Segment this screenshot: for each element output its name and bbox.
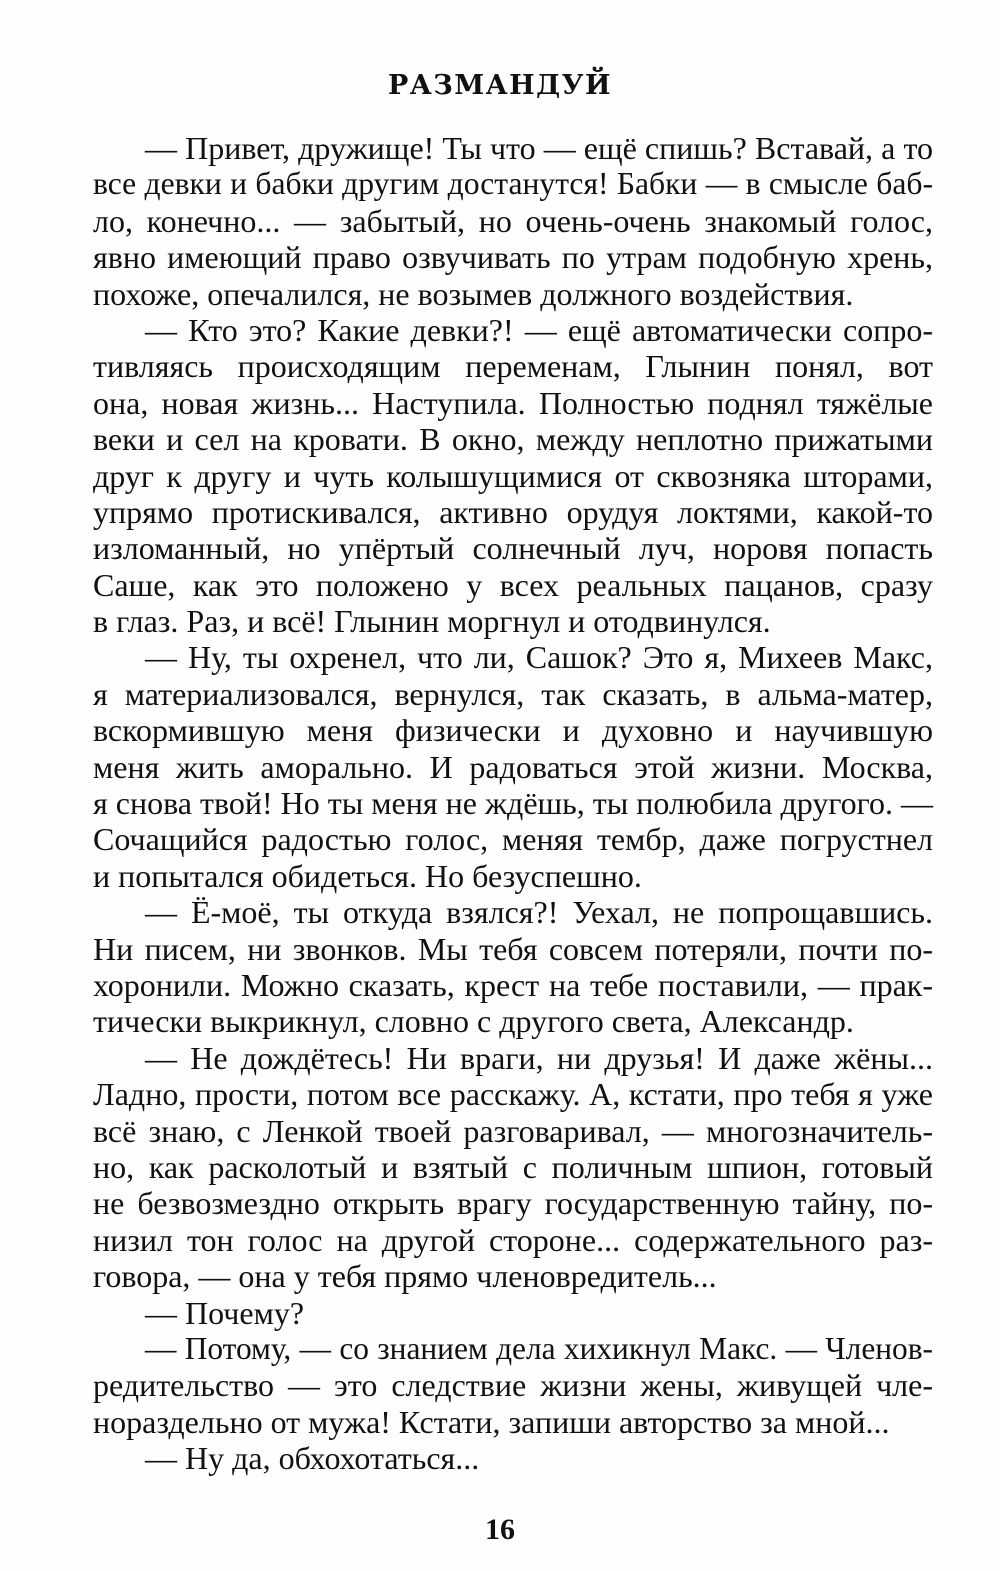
text-line: все девки и бабки другим достанутся! Бабки — в смысле баб- xyxy=(93,166,933,202)
text-line: — Кто это? Какие девки?! — ещё автоматически сопро- xyxy=(145,311,933,348)
text-line: но, как расколотый и взятый с поличным шпион, готовый xyxy=(93,1148,933,1185)
text-line: друг к другу и чуть колышущимися от сквозняка шторами, xyxy=(93,457,933,494)
text-line: я снова твой! Но ты меня не ждёшь, ты полюбила другого. — xyxy=(93,785,933,822)
text-line: — Ё-моё, ты откуда взялся?! Уехал, не попрощавшись. xyxy=(145,894,933,931)
text-line: нораздельно от мужа! Кстати, запиши авторство за мной... xyxy=(93,1403,890,1440)
text-line: — Ну да, обхохотаться... xyxy=(145,1440,480,1477)
text-line: хоронили. Можно сказать, крест на тебе поставили, — прак- xyxy=(93,966,933,1003)
page-number: 16 xyxy=(485,1513,515,1546)
text-line: редительство — это следствие жизни жены, живущей чле- xyxy=(93,1367,933,1404)
text-line: — Ну, ты охренел, что ли, Сашок? Это я, Михеев Макс, xyxy=(145,639,933,676)
text-line: — Почему? xyxy=(145,1294,305,1331)
text-line: Сочащийся радостью голос, меняя тембр, даже погрустнел xyxy=(93,821,933,858)
text-line: похоже, опечалился, не возымев должного воздействия. xyxy=(93,275,854,312)
text-line: — Не дождётесь! Ни враги, ни друзья! И даже жёны... xyxy=(145,1039,933,1076)
text-line: я материализовался, вернулся, так сказать, в альма-матер, xyxy=(93,675,933,712)
text-line: явно имеющий право озвучивать по утрам подобную хрень, xyxy=(93,239,933,276)
text-line: всё знаю, с Ленкой твоей разговаривал, — многозначитель- xyxy=(93,1112,933,1149)
text-line: Ни писем, ни звонков. Мы тебя совсем потеряли, почти по- xyxy=(93,930,933,967)
text-line: веки и сел на кровати. В окно, между неплотно прижатыми xyxy=(93,421,933,458)
text-line: низил тон голос на другой стороне... содержательного раз- xyxy=(93,1221,933,1258)
text-line: меня жить аморально. И радоваться этой жизни. Москва, xyxy=(93,748,933,785)
text-line: говора, — она у тебя прямо членовредитель... xyxy=(93,1258,717,1295)
text-line: Саше, как это положено у всех реальных пацанов, сразу xyxy=(93,566,933,603)
text-line: она, новая жизнь... Наступила. Полностью поднял тяжёлые xyxy=(93,384,933,421)
text-line: тически выкрикнул, словно с другого света, Александр. xyxy=(93,1003,854,1040)
text-line: изломанный, но упёртый солнечный луч, норовя попасть xyxy=(93,530,933,567)
text-line: — Привет, дружище! Ты что — ещё спишь? Вставай, а то xyxy=(145,130,933,166)
running-header: РАЗМАНДУЙ xyxy=(387,70,613,101)
text-line: ло, конечно... — забытый, но очень-очень знакомый голос, xyxy=(93,202,933,239)
text-line: не безвозмездно открыть врагу государственную тайну, по- xyxy=(93,1185,933,1222)
text-line: вскормившую меня физически и духовно и научившую xyxy=(93,712,933,749)
body-text xyxy=(93,130,933,1476)
text-line: тивляясь происходящим переменам, Глынин понял, вот xyxy=(93,348,933,385)
text-line: в глаз. Раз, и всё! Глынин моргнул и отодвинулся. xyxy=(93,603,771,640)
text-line: Ладно, прости, потом все расскажу. А, кстати, про тебя я уже xyxy=(93,1076,933,1113)
text-line: и попытался обидеться. Но безуспешно. xyxy=(93,857,642,894)
text-line: упрямо протискивался, активно орудуя локтями, какой-то xyxy=(93,493,933,530)
text-line: — Потому, — со знанием дела хихикнул Макс. — Членов- xyxy=(145,1330,933,1366)
